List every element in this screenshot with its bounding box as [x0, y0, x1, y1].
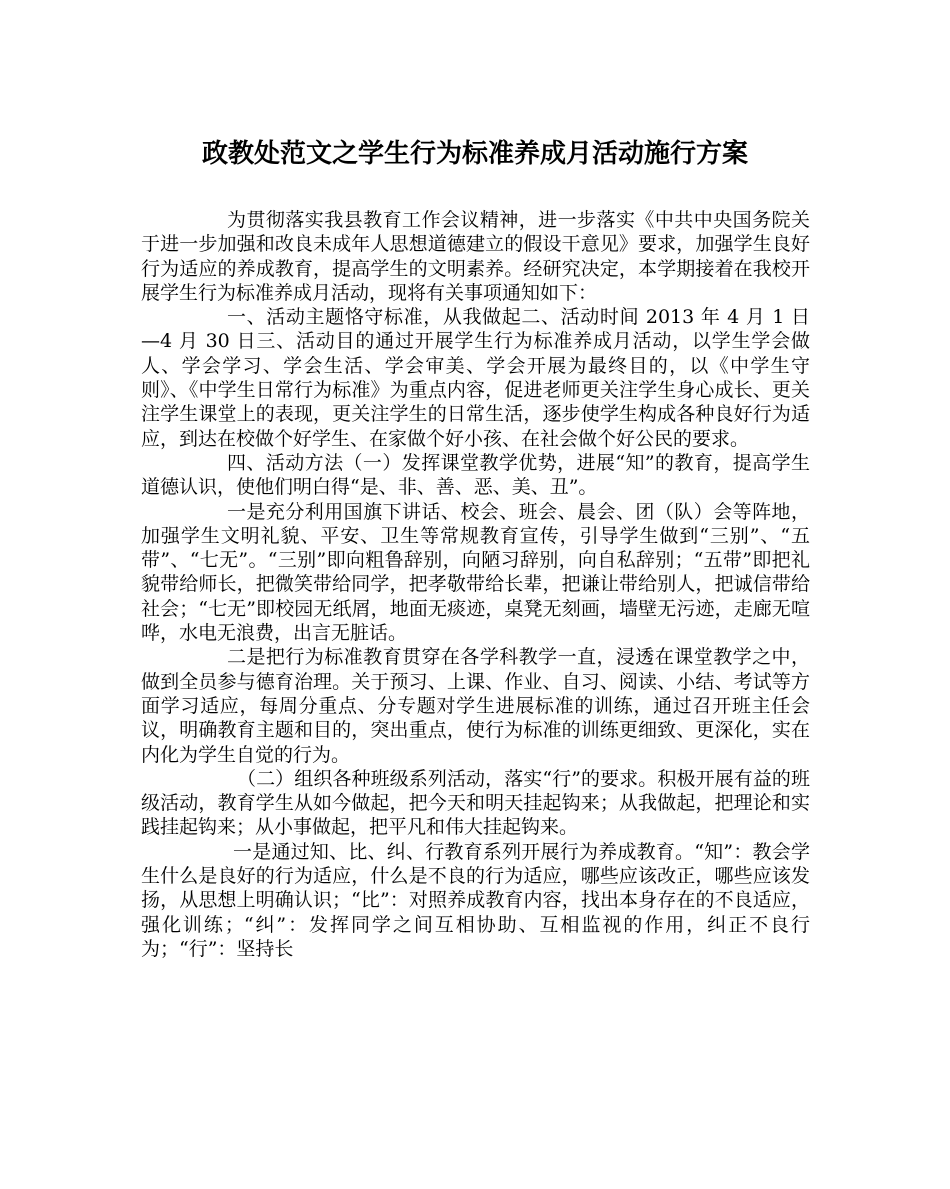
document-title: 政教处范文之学生行为标准养成月活动施行方案	[201, 139, 748, 169]
paragraph-intro: 为贯彻落实我县教育工作会议精神，进一步落实《中共中央国务院关于进一步加强和改良未成年人思想道德建立的假设干意见》要求，加强学生良好行为适应的养成教育，提高学生的文明素养。经研究决定，本学期接着在我校开展学生行为标准养成月活动，现将有关事项通知如下：	[141, 209, 810, 304]
paragraph-method-two: 二是把行为标准教育贯穿在各学科教学一直，浸透在课堂教学之中，做到全员参与德育治理。关于预习、上课、作业、自习、阅读、小结、考试等方面学习适应，每周分重点、分专题对学生进展标准的训练，通过召开班主任会议，明确教育主题和目的，突出重点，使行为标准的训练更细致、更深化，实在内化为学生自觉的行为。	[141, 646, 810, 766]
paragraph-class-activities: （二）组织各种班级系列活动，落实“行”的要求。积极开展有益的班级活动，教育学生从如今做起，把今天和明天挂起钩来；从我做起，把理论和实践挂起钩来；从小事做起，把平凡和伟大挂起钩来。	[141, 767, 810, 839]
paragraph-theme-time-purpose: 一、活动主题恪守标准，从我做起二、活动时间 2013 年 4 月 1 日—4 月 30 日三、活动目的通过开展学生行为标准养成月活动，以学生学会做人、学会学习、学会生活、学会审美、学会开展为最终目的，以《中学生守则》、《中学生日常行为标准》为重点内容，促进老师更关注学生身心成长、更关注学生课堂上的表现，更关注学生的日常生活，逐步使学生构成各种良好行为适应，到达在校做个好学生、在家做个好小孩、在社会做个好公民的要求。	[141, 306, 810, 450]
paragraph-knowledge-series: 一是通过知、比、纠、行教育系列开展行为养成教育。“知”：教会学生什么是良好的行为适应，什么是不良的行为适应，哪些应该改正，哪些应该发扬，从思想上明确认识；“比”：对照养成教育内容，找出本身存在的不良适应，强化训练；“纠”：发挥同学之间互相协助、互相监视的作用，纠正不良行为；“行”：坚持长	[141, 840, 810, 960]
paragraph-method-one: 一是充分利用国旗下讲话、校会、班会、晨会、团（队）会等阵地，加强学生文明礼貌、平安、卫生等常规教育宣传，引导学生做到“三别”、“五带”、“七无”。“三别”即向粗鲁辞别，向陋习辞别，向自私辞别；“五带”即把礼貌带给师长，把微笑带给同学，把孝敬带给长辈，把谦让带给别人，把诚信带给社会；“七无”即校园无纸屑，地面无痰迹，桌凳无刻画，墙壁无污迹，走廊无喧哗，水电无浪费，出言无脏话。	[141, 500, 810, 645]
paragraph-methods: 四、活动方法（一）发挥课堂教学优势，进展“知”的教育，提高学生道德认识，使他们明白得“是、非、善、恶、美、丑”。	[141, 451, 810, 499]
document-body	[141, 208, 810, 961]
